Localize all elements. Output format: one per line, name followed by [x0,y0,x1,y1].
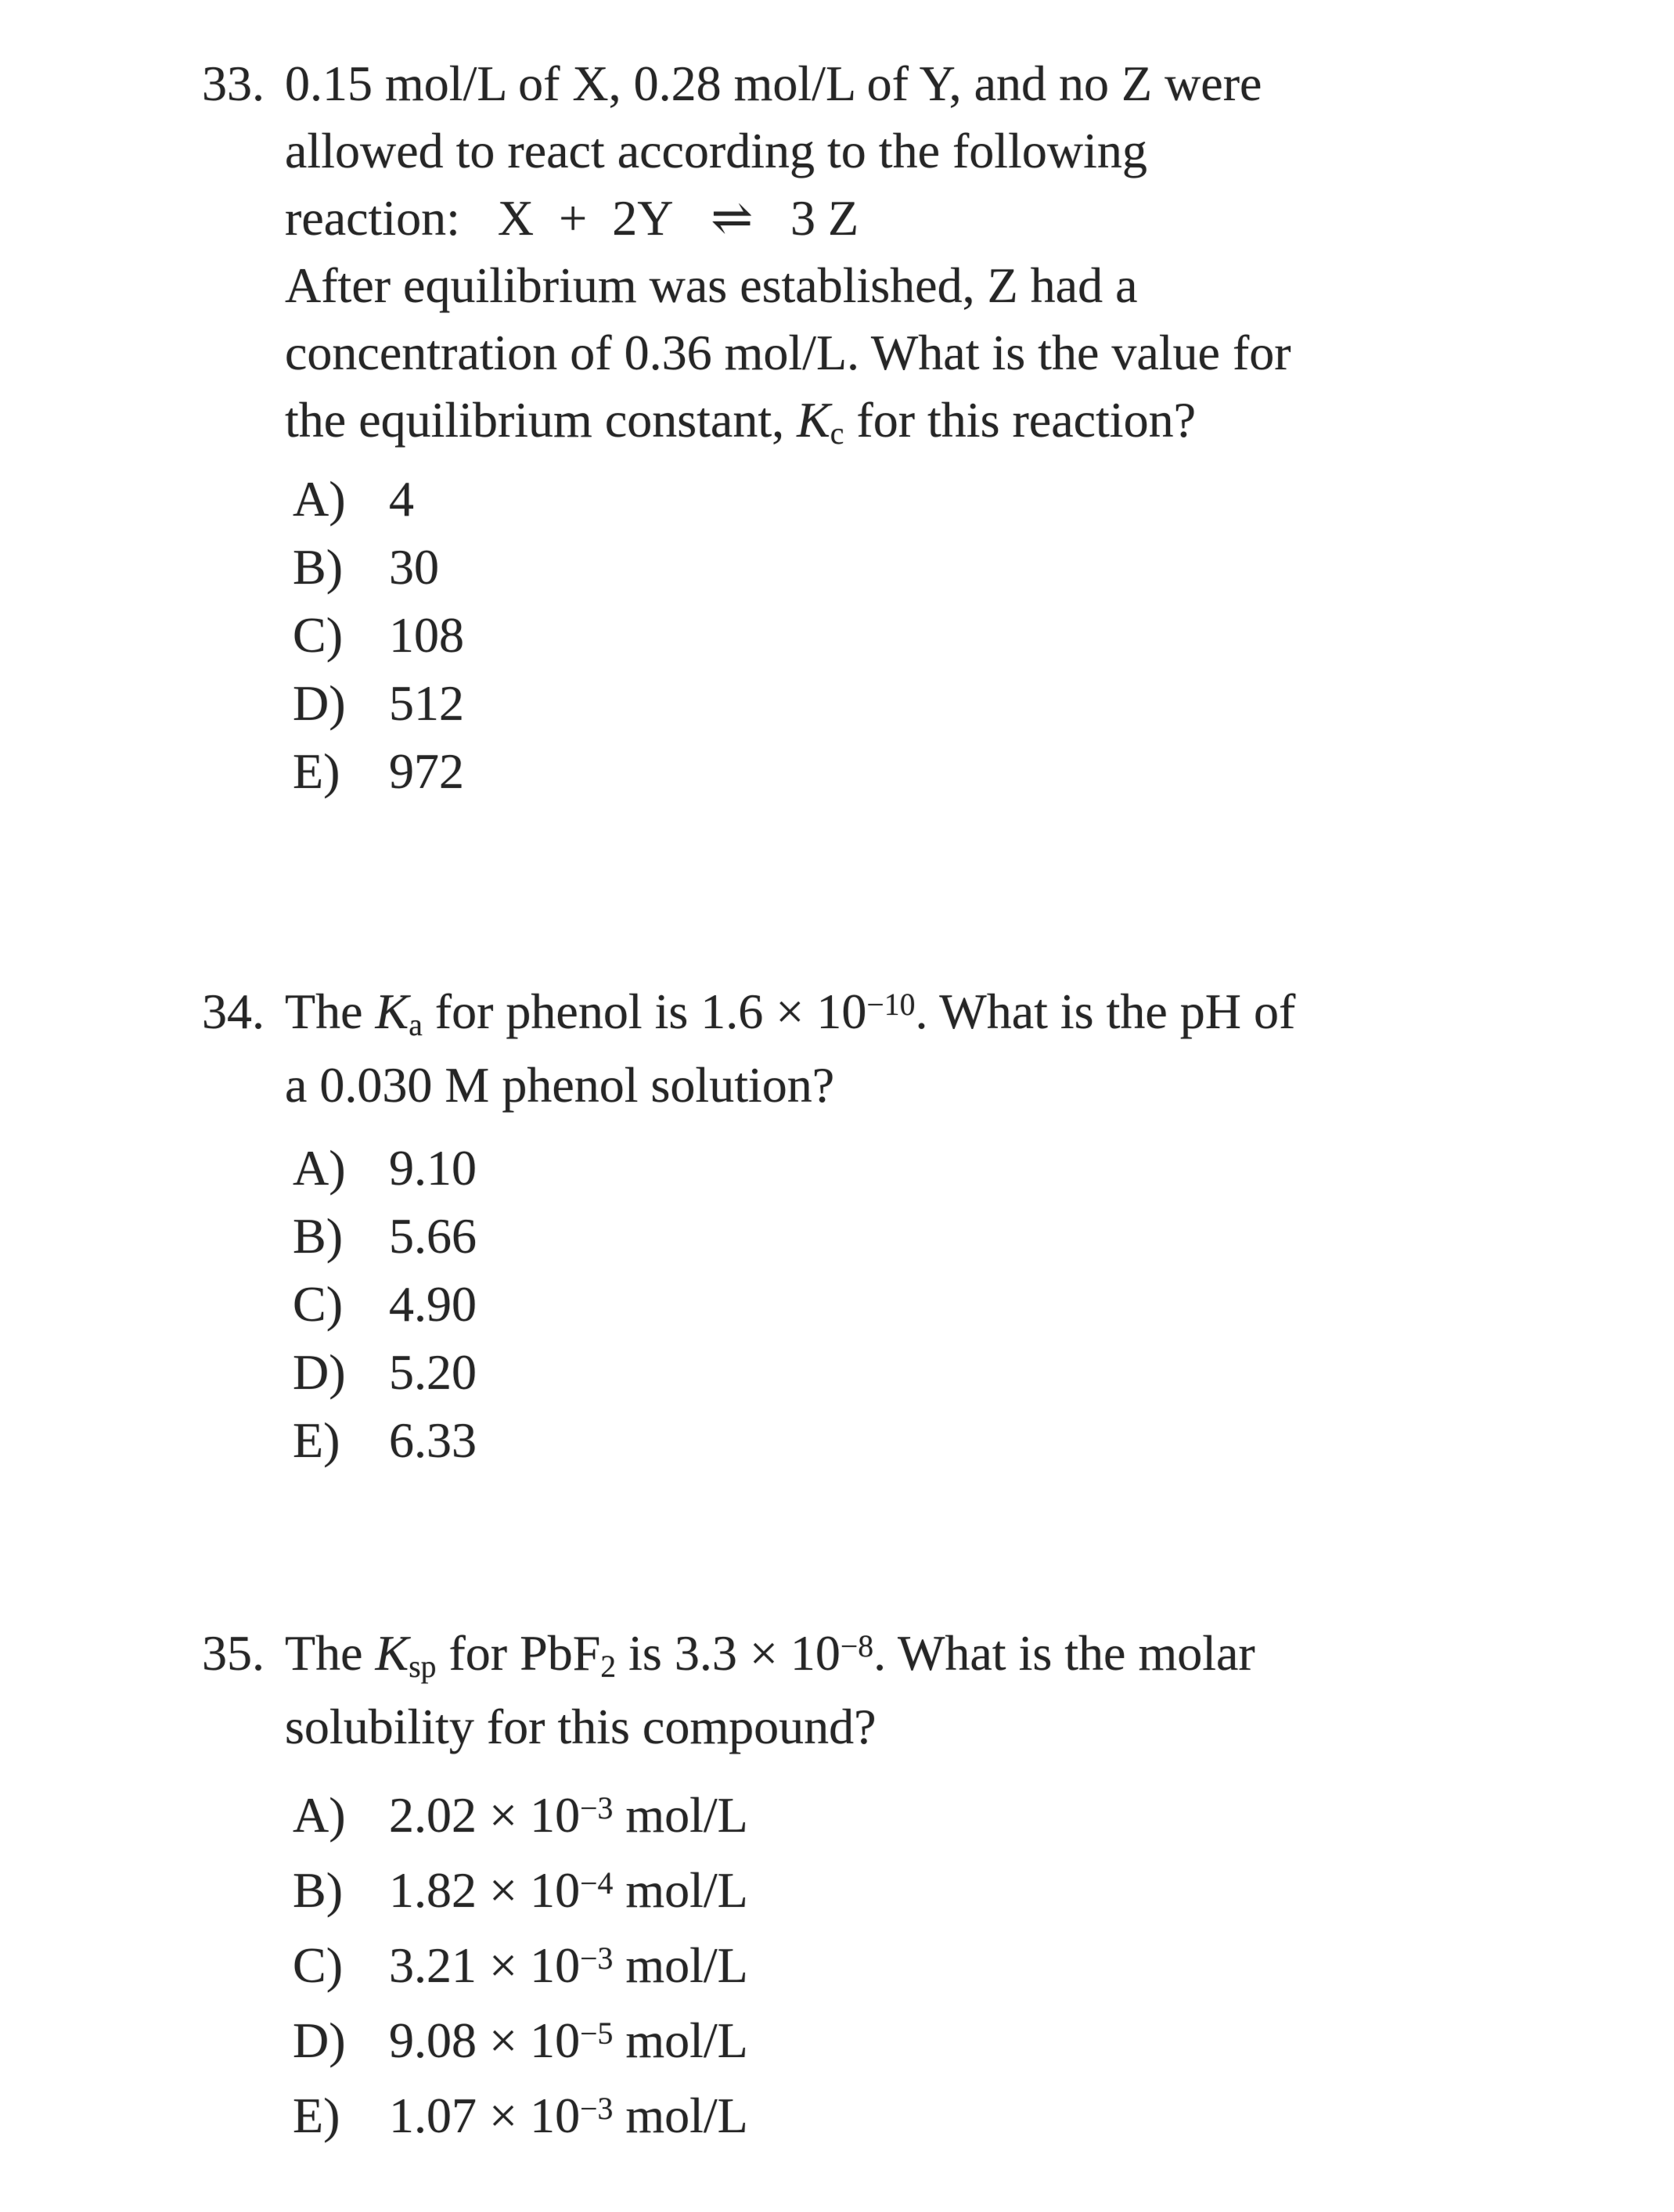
question-line: concentration of 0.36 mol/L. What is the value for [285,325,1291,380]
question-line: the equilibrium constant, Kc for this reaction? [285,392,1196,451]
option-row [285,669,1291,737]
option-row [285,1856,1255,1931]
question-line: allowed to react according to the following [285,123,1147,178]
option-value: $1.82 \times 10^{-4}$ mol/L [389,1862,748,1918]
option-row [285,601,1291,669]
question-line: The Ksp for PbF2 is $3.3 \times 10^{-8}$. What is the molar [285,1625,1255,1684]
option-label: E) [293,2088,340,2143]
option-row [285,1781,1255,1856]
option-value: $1.07 \times 10^{-3}$ mol/L [389,2088,748,2143]
options-list [285,465,1291,805]
option-value: 9.10 [389,1140,477,1196]
question-33 [202,50,1291,805]
reaction-equation: reaction: X + 2Y ⇌ 3 Z [285,190,859,246]
option-row [285,1134,1295,1202]
option-row [285,465,1291,533]
option-value: 30 [389,539,439,595]
option-row [285,1338,1295,1406]
question-line: 0.15 mol/L of X, 0.28 mol/L of Y, and no Z were [285,56,1262,111]
option-label: D) [293,1344,346,1400]
option-value: 5.20 [389,1344,477,1400]
option-label: A) [293,1787,346,1843]
options-list [285,1134,1295,1474]
option-value: $2.02 \times 10^{-3}$ mol/L [389,1787,748,1843]
option-label: C) [293,1276,343,1332]
option-label: A) [293,471,346,527]
question-line: The Ka for phenol is $1.6 \times 10^{-10}$. What is the pH of [285,984,1296,1042]
option-value: 6.33 [389,1412,477,1468]
option-row [285,737,1291,805]
option-label: E) [293,1412,340,1468]
question-line: a 0.030 M phenol solution? [285,1057,835,1113]
option-label: B) [293,539,343,595]
question-number: 35. [202,1625,265,1681]
option-label: C) [293,1937,343,1993]
option-row [285,1406,1295,1474]
question-body [285,978,1295,1474]
question-line: After equilibrium was established, Z had a [285,257,1138,313]
option-value: 4.90 [389,1276,477,1332]
option-value: 512 [389,675,464,731]
option-row [285,2081,1255,2156]
option-label: C) [293,607,343,663]
option-row [285,1202,1295,1270]
question-34 [202,978,1295,1474]
question-35 [202,1620,1255,2156]
question-line: solubility for this compound? [285,1699,877,1754]
option-label: D) [293,675,346,731]
option-row [285,1931,1255,2006]
option-row [285,2006,1255,2081]
option-row [285,533,1291,601]
option-label: B) [293,1862,343,1918]
option-value: 4 [389,471,414,527]
question-body [285,1620,1255,2156]
option-value: 108 [389,607,464,663]
question-number: 33. [202,56,265,111]
option-value: 5.66 [389,1208,477,1264]
option-label: A) [293,1140,346,1196]
option-label: E) [293,743,340,799]
option-value: $3.21 \times 10^{-3}$ mol/L [389,1937,748,1993]
option-value: 972 [389,743,464,799]
option-label: D) [293,2012,346,2068]
option-label: B) [293,1208,343,1264]
question-number: 34. [202,984,265,1039]
options-list [285,1781,1255,2156]
option-row [285,1270,1295,1338]
question-body [285,50,1291,805]
option-value: $9.08 \times 10^{-5}$ mol/L [389,2012,748,2068]
